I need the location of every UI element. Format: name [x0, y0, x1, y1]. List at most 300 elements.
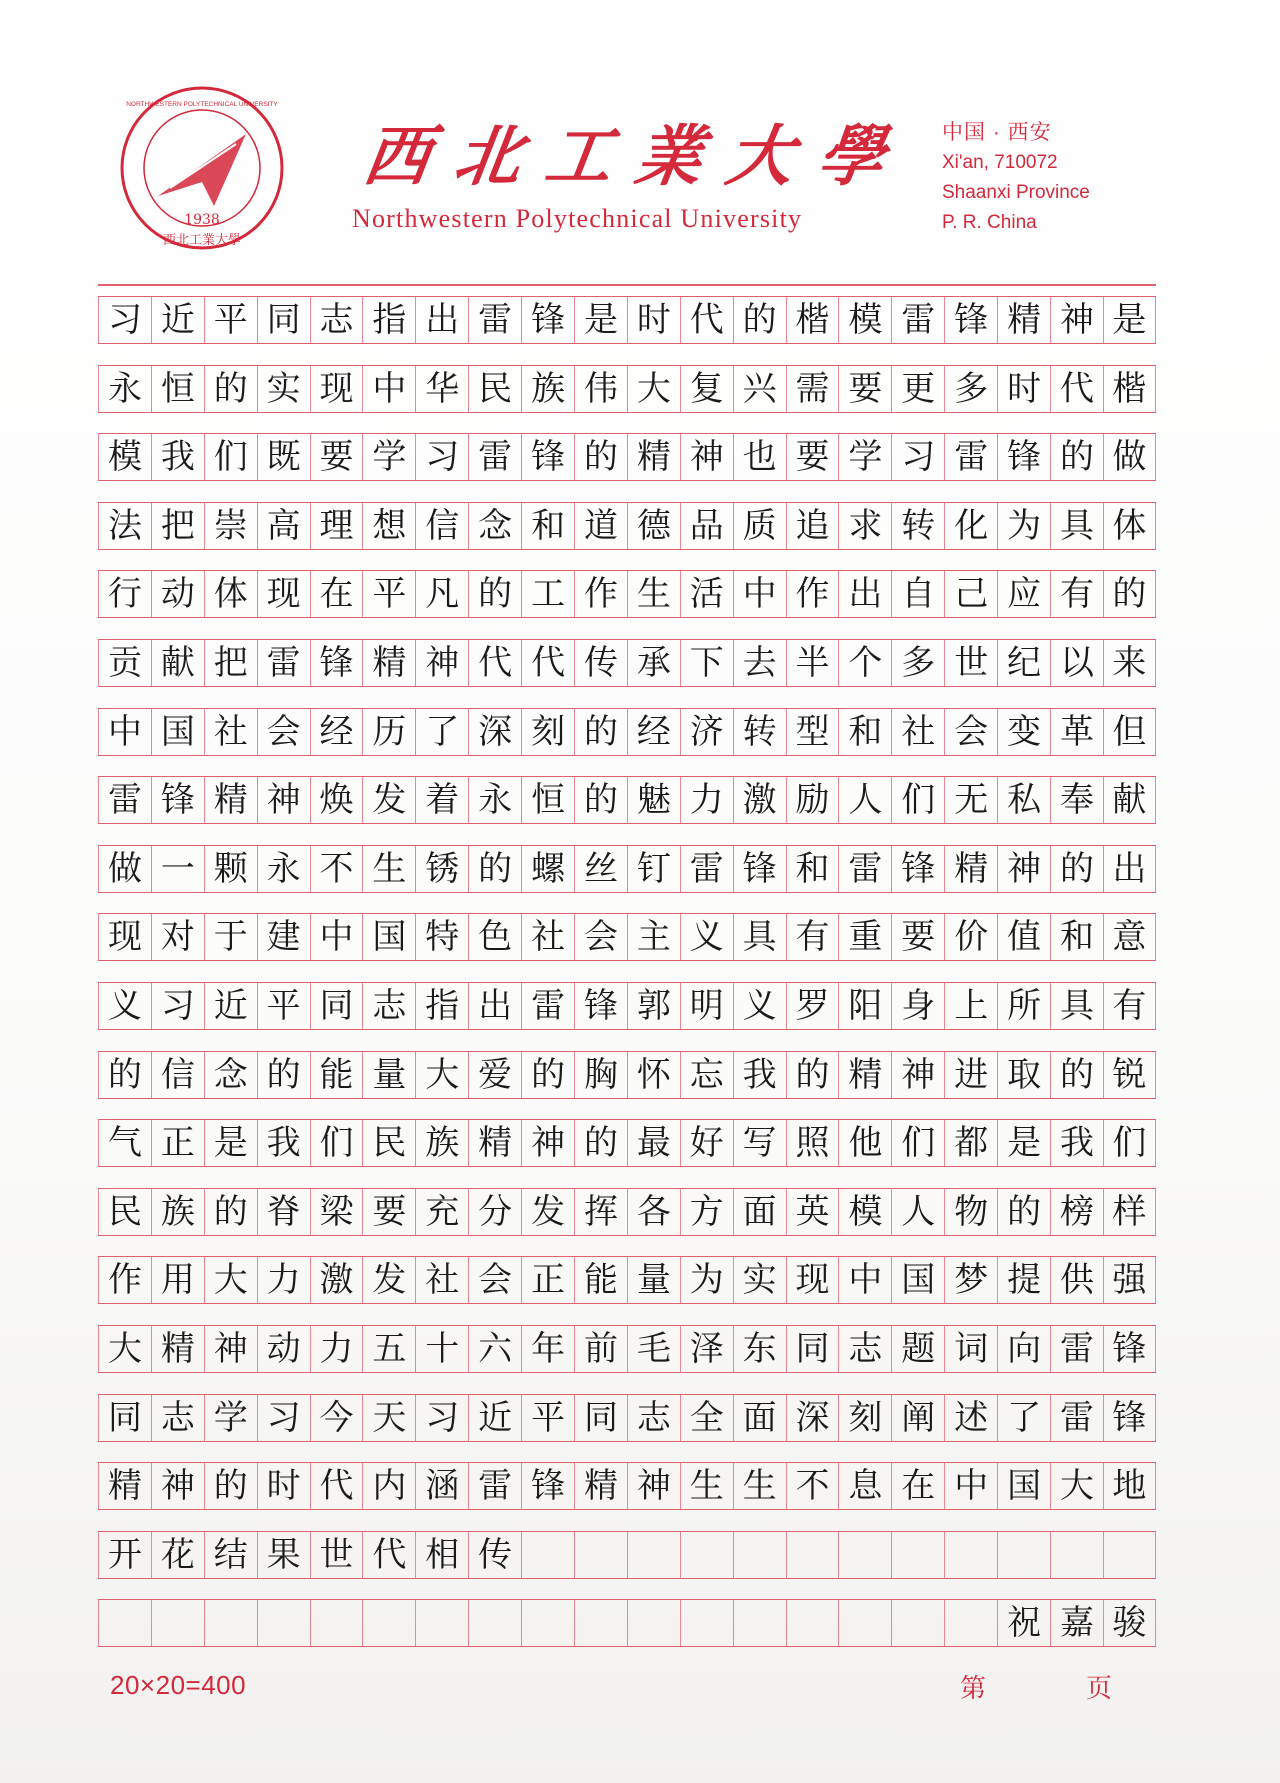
grid-cell: 纪	[997, 640, 1050, 686]
grid-row	[98, 570, 1156, 618]
university-name-cn	[358, 110, 890, 195]
grid-cell: 下	[680, 640, 733, 686]
grid-cell: 向	[997, 1326, 1050, 1372]
grid-row	[98, 1462, 1156, 1510]
grid-cell: 锋	[521, 434, 574, 480]
grid-cell: 把	[204, 640, 257, 686]
grid-cell: 照	[786, 1120, 839, 1166]
svg-text:NORTHWESTERN POLYTECHNICAL UNI: NORTHWESTERN POLYTECHNICAL UNIVERSITY	[126, 101, 278, 108]
grid-cell: 习	[415, 434, 468, 480]
university-name-glyph: 西	[358, 116, 436, 195]
grid-cell: 相	[415, 1532, 468, 1578]
grid-cell	[1103, 1532, 1156, 1578]
grid-cell: 变	[997, 709, 1050, 755]
grid-cell	[891, 1532, 944, 1578]
grid-cell: 一	[151, 846, 204, 892]
grid-cell: 精	[151, 1326, 204, 1372]
grid-cell: 习	[151, 983, 204, 1029]
grid-cell: 信	[415, 503, 468, 549]
grid-cell: 生	[362, 846, 415, 892]
grid-cell: 现	[786, 1257, 839, 1303]
grid-cell: 精	[627, 434, 680, 480]
grid-cell: 发	[521, 1189, 574, 1235]
grid-cell: 中	[98, 709, 151, 755]
grid-cell: 特	[415, 914, 468, 960]
grid-cell: 传	[468, 1532, 521, 1578]
grid-cell: 的	[574, 1120, 627, 1166]
grid-cell: 追	[786, 503, 839, 549]
grid-cell: 的	[574, 709, 627, 755]
grid-cell: 分	[468, 1189, 521, 1235]
grid-cell: 泽	[680, 1326, 733, 1372]
grid-cell: 模	[98, 434, 151, 480]
grid-row	[98, 433, 1156, 481]
grid-cell: 神	[680, 434, 733, 480]
grid-cell: 阐	[891, 1395, 944, 1441]
grid-cell: 涵	[415, 1463, 468, 1509]
grid-cell: 也	[733, 434, 786, 480]
grid-cell: 能	[310, 1052, 363, 1098]
grid-cell: 现	[310, 366, 363, 412]
grid-cell: 神	[415, 640, 468, 686]
grid-cell: 意	[1103, 914, 1156, 960]
grid-cell: 对	[151, 914, 204, 960]
grid-cell: 明	[680, 983, 733, 1029]
grid-cell	[627, 1600, 680, 1646]
grid-cell: 要	[786, 434, 839, 480]
grid-cell: 十	[415, 1326, 468, 1372]
grid-cell: 好	[680, 1120, 733, 1166]
grid-cell	[574, 1532, 627, 1578]
grid-cell: 民	[98, 1189, 151, 1235]
grid-cell: 代	[680, 297, 733, 343]
grid-cell: 雷	[891, 297, 944, 343]
grid-cell: 精	[944, 846, 997, 892]
grid-cell: 经	[310, 709, 363, 755]
grid-cell: 志	[310, 297, 363, 343]
grid-cell: 我	[733, 1052, 786, 1098]
grid-cell: 神	[997, 846, 1050, 892]
grid-cell: 锋	[733, 846, 786, 892]
grid-cell: 雷	[468, 434, 521, 480]
grid-cell: 各	[627, 1189, 680, 1235]
grid-cell: 今	[310, 1395, 363, 1441]
grid-cell: 写	[733, 1120, 786, 1166]
grid-cell: 精	[468, 1120, 521, 1166]
grid-cell: 体	[204, 571, 257, 617]
grid-cell: 复	[680, 366, 733, 412]
grid-cell: 永	[98, 366, 151, 412]
grid-cell: 习	[415, 1395, 468, 1441]
grid-cell: 前	[574, 1326, 627, 1372]
grid-cell: 精	[838, 1052, 891, 1098]
grid-cell: 锋	[891, 846, 944, 892]
grid-cell	[98, 1600, 151, 1646]
grid-cell: 会	[944, 709, 997, 755]
grid-cell: 神	[151, 1463, 204, 1509]
grid-row	[98, 1188, 1156, 1236]
grid-cell: 神	[1050, 297, 1103, 343]
grid-cell: 刻	[838, 1395, 891, 1441]
grid-cell: 族	[151, 1189, 204, 1235]
grid-cell: 习	[98, 297, 151, 343]
grid-cell: 锋	[574, 983, 627, 1029]
address-line: Shaanxi Province	[942, 182, 1090, 203]
grid-cell: 雷	[680, 846, 733, 892]
grid-cell: 既	[257, 434, 310, 480]
grid-cell: 毛	[627, 1326, 680, 1372]
grid-cell: 梦	[944, 1257, 997, 1303]
grid-cell: 中	[362, 366, 415, 412]
grid-cell: 是	[1103, 297, 1156, 343]
grid-cell: 精	[98, 1463, 151, 1509]
grid-cell: 大	[204, 1257, 257, 1303]
grid-cell: 的	[204, 1189, 257, 1235]
grid-cell: 具	[733, 914, 786, 960]
grid-cell: 的	[468, 571, 521, 617]
grid-cell: 脊	[257, 1189, 310, 1235]
grid-cell	[257, 1600, 310, 1646]
grid-cell: 贡	[98, 640, 151, 686]
grid-cell: 转	[891, 503, 944, 549]
grid-cell: 力	[257, 1257, 310, 1303]
grid-cell	[786, 1600, 839, 1646]
grid-cell: 建	[257, 914, 310, 960]
grid-row	[98, 639, 1156, 687]
grid-cell: 和	[838, 709, 891, 755]
grid-cell: 生	[733, 1463, 786, 1509]
grid-cell: 行	[98, 571, 151, 617]
grid-cell: 供	[1050, 1257, 1103, 1303]
grid-cell: 神	[257, 777, 310, 823]
grid-cell: 梁	[310, 1189, 363, 1235]
grid-cell: 时	[257, 1463, 310, 1509]
grid-cell: 刻	[521, 709, 574, 755]
grid-cell: 值	[997, 914, 1050, 960]
grid-cell: 近	[204, 983, 257, 1029]
grid-cell: 锋	[1103, 1395, 1156, 1441]
grid-cell: 为	[997, 503, 1050, 549]
grid-cell: 物	[944, 1189, 997, 1235]
grid-cell: 的	[786, 1052, 839, 1098]
university-name-en: Northwestern Polytechnical University	[352, 204, 803, 233]
grid-cell: 同	[310, 983, 363, 1029]
grid-cell: 求	[838, 503, 891, 549]
grid-cell: 出	[838, 571, 891, 617]
grid-cell: 锈	[415, 846, 468, 892]
grid-cell: 世	[310, 1532, 363, 1578]
grid-cell: 和	[786, 846, 839, 892]
grid-cell: 大	[1050, 1463, 1103, 1509]
grid-cell: 人	[838, 777, 891, 823]
grid-cell: 五	[362, 1326, 415, 1372]
grid-cell: 要	[891, 914, 944, 960]
grid-cell: 锋	[521, 1463, 574, 1509]
grid-cell: 焕	[310, 777, 363, 823]
grid-cell: 的	[733, 297, 786, 343]
grid-cell: 型	[786, 709, 839, 755]
grid-cell: 面	[733, 1189, 786, 1235]
grid-cell: 量	[362, 1052, 415, 1098]
grid-cell: 深	[468, 709, 521, 755]
grid-cell	[733, 1600, 786, 1646]
grid-cell: 做	[1103, 434, 1156, 480]
grid-cell: 要	[838, 366, 891, 412]
grid-cell: 雷	[521, 983, 574, 1029]
page-label-prefix: 第	[960, 1674, 987, 1704]
grid-cell: 了	[415, 709, 468, 755]
grid-cell: 锋	[1103, 1326, 1156, 1372]
grid-cell: 恒	[151, 366, 204, 412]
grid-cell: 的	[1050, 434, 1103, 480]
grid-cell: 代	[468, 640, 521, 686]
grid-cell: 为	[680, 1257, 733, 1303]
grid-row	[98, 1051, 1156, 1099]
grid-cell: 中	[838, 1257, 891, 1303]
grid-cell: 的	[98, 1052, 151, 1098]
grid-cell: 不	[310, 846, 363, 892]
grid-cell: 华	[415, 366, 468, 412]
grid-cell: 天	[362, 1395, 415, 1441]
grid-cell: 我	[257, 1120, 310, 1166]
grid-cell: 义	[680, 914, 733, 960]
grid-cell: 榜	[1050, 1189, 1103, 1235]
grid-cell: 们	[891, 777, 944, 823]
grid-row	[98, 502, 1156, 550]
grid-row	[98, 845, 1156, 893]
grid-row	[98, 1325, 1156, 1373]
grid-cell: 量	[627, 1257, 680, 1303]
grid-cell	[521, 1600, 574, 1646]
grid-cell: 要	[310, 434, 363, 480]
grid-cell: 质	[733, 503, 786, 549]
grid-cell: 充	[415, 1189, 468, 1235]
grid-cell: 动	[257, 1326, 310, 1372]
grid-cell: 念	[204, 1052, 257, 1098]
grid-cell: 精	[362, 640, 415, 686]
grid-cell: 出	[415, 297, 468, 343]
grid-cell: 代	[362, 1532, 415, 1578]
grid-cell: 模	[838, 1189, 891, 1235]
grid-cell: 学	[362, 434, 415, 480]
grid-cell: 雷	[1050, 1326, 1103, 1372]
grid-cell: 济	[680, 709, 733, 755]
grid-cell: 所	[997, 983, 1050, 1029]
grid-cell: 挥	[574, 1189, 627, 1235]
grid-row	[98, 776, 1156, 824]
grid-cell: 面	[733, 1395, 786, 1441]
page-label-suffix: 页	[1086, 1674, 1113, 1704]
university-name-glyph: 北	[449, 116, 527, 195]
grid-cell: 以	[1050, 640, 1103, 686]
grid-cell: 多	[944, 366, 997, 412]
grid-cell: 有	[786, 914, 839, 960]
grid-cell: 花	[151, 1532, 204, 1578]
grid-row	[98, 1256, 1156, 1304]
grid-cell: 的	[468, 846, 521, 892]
grid-cell: 实	[733, 1257, 786, 1303]
grid-cell	[521, 1532, 574, 1578]
grid-cell: 钉	[627, 846, 680, 892]
grid-cell: 道	[574, 503, 627, 549]
grid-cell: 同	[98, 1395, 151, 1441]
grid-cell: 学	[204, 1395, 257, 1441]
grid-cell: 作	[786, 571, 839, 617]
university-seal	[118, 84, 286, 252]
grid-cell: 半	[786, 640, 839, 686]
grid-cell: 的	[1103, 571, 1156, 617]
grid-cell: 是	[574, 297, 627, 343]
grid-cell: 是	[204, 1120, 257, 1166]
grid-cell: 励	[786, 777, 839, 823]
grid-cell: 的	[1050, 846, 1103, 892]
grid-cell: 息	[838, 1463, 891, 1509]
grid-cell: 会	[574, 914, 627, 960]
grid-cell: 开	[98, 1532, 151, 1578]
grid-row	[98, 1394, 1156, 1442]
grid-cell	[468, 1600, 521, 1646]
grid-cell: 丝	[574, 846, 627, 892]
grid-cell: 私	[997, 777, 1050, 823]
grid-cell: 现	[257, 571, 310, 617]
grid-cell: 生	[680, 1463, 733, 1509]
grid-cell: 词	[944, 1326, 997, 1372]
grid-cell: 更	[891, 366, 944, 412]
grid-cell: 社	[521, 914, 574, 960]
grid-cell: 锋	[944, 297, 997, 343]
grid-cell: 的	[997, 1189, 1050, 1235]
grid-cell: 魅	[627, 777, 680, 823]
grid-cell: 应	[997, 571, 1050, 617]
grid-cell: 激	[310, 1257, 363, 1303]
grid-cell: 雷	[1050, 1395, 1103, 1441]
grid-cell: 主	[627, 914, 680, 960]
grid-cell	[786, 1532, 839, 1578]
grid-cell: 平	[204, 297, 257, 343]
grid-cell: 平	[362, 571, 415, 617]
grid-cell: 们	[1103, 1120, 1156, 1166]
grid-cell: 同	[257, 297, 310, 343]
grid-cell: 会	[257, 709, 310, 755]
grid-cell: 承	[627, 640, 680, 686]
grid-cell: 和	[1050, 914, 1103, 960]
grid-cell: 去	[733, 640, 786, 686]
grid-cell: 德	[627, 503, 680, 549]
grid-cell: 义	[733, 983, 786, 1029]
grid-cell: 指	[362, 297, 415, 343]
grid-cell: 志	[627, 1395, 680, 1441]
grid-cell: 中	[944, 1463, 997, 1509]
grid-cell: 身	[891, 983, 944, 1029]
grid-cell: 忘	[680, 1052, 733, 1098]
grid-cell: 用	[151, 1257, 204, 1303]
grid-cell: 无	[944, 777, 997, 823]
grid-cell: 高	[257, 503, 310, 549]
grid-cell: 他	[838, 1120, 891, 1166]
grid-cell: 现	[98, 914, 151, 960]
grid-cell: 有	[1103, 983, 1156, 1029]
grid-cell: 体	[1103, 503, 1156, 549]
grid-cell: 精	[997, 297, 1050, 343]
grid-cell: 方	[680, 1189, 733, 1235]
grid-row	[98, 1531, 1156, 1579]
grid-cell	[680, 1600, 733, 1646]
grid-cell: 中	[310, 914, 363, 960]
grid-cell: 把	[151, 503, 204, 549]
grid-cell	[733, 1532, 786, 1578]
grid-cell: 的	[521, 1052, 574, 1098]
grid-row	[98, 982, 1156, 1030]
grid-cell: 习	[257, 1395, 310, 1441]
grid-cell: 于	[204, 914, 257, 960]
grid-cell: 色	[468, 914, 521, 960]
grid-cell: 时	[627, 297, 680, 343]
grid-cell	[151, 1600, 204, 1646]
grid-cell: 上	[944, 983, 997, 1029]
grid-cell	[362, 1600, 415, 1646]
grid-cell: 民	[468, 366, 521, 412]
grid-cell: 在	[310, 571, 363, 617]
grid-cell: 族	[415, 1120, 468, 1166]
grid-cell	[838, 1532, 891, 1578]
grid-cell	[1050, 1532, 1103, 1578]
grid-cell: 志	[151, 1395, 204, 1441]
grid-cell: 生	[627, 571, 680, 617]
grid-cell: 胸	[574, 1052, 627, 1098]
grid-cell: 恒	[521, 777, 574, 823]
grid-cell: 全	[680, 1395, 733, 1441]
grid-cell: 深	[786, 1395, 839, 1441]
grid-cell: 精	[204, 777, 257, 823]
grid-cell	[944, 1532, 997, 1578]
grid-cell: 近	[151, 297, 204, 343]
grid-cell: 雷	[944, 434, 997, 480]
grid-cell: 代	[1050, 366, 1103, 412]
grid-cell: 奉	[1050, 777, 1103, 823]
grid-cell: 出	[1103, 846, 1156, 892]
grid-cell: 志	[838, 1326, 891, 1372]
grid-cell: 革	[1050, 709, 1103, 755]
address-line: Xi'an, 710072	[942, 152, 1058, 173]
grid-cell: 会	[468, 1257, 521, 1303]
grid-cell: 历	[362, 709, 415, 755]
grid-cell: 需	[786, 366, 839, 412]
grid-cell: 大	[98, 1326, 151, 1372]
address-line: P. R. China	[942, 212, 1037, 233]
grid-cell: 的	[204, 366, 257, 412]
grid-cell: 题	[891, 1326, 944, 1372]
grid-cell: 兴	[733, 366, 786, 412]
grid-cell: 正	[151, 1120, 204, 1166]
grid-cell: 提	[997, 1257, 1050, 1303]
grid-cell: 嘉	[1050, 1600, 1103, 1646]
grid-cell: 锋	[151, 777, 204, 823]
grid-cell: 激	[733, 777, 786, 823]
grid-cell: 要	[362, 1189, 415, 1235]
grid-cell: 的	[257, 1052, 310, 1098]
grid-cell: 了	[997, 1395, 1050, 1441]
grid-cell: 社	[204, 709, 257, 755]
grid-cell: 的	[574, 777, 627, 823]
grid-cell: 国	[362, 914, 415, 960]
grid-cell: 怀	[627, 1052, 680, 1098]
university-name-glyph: 業	[631, 116, 709, 195]
grid-cell: 大	[415, 1052, 468, 1098]
grid-cell: 大	[627, 366, 680, 412]
grid-cell: 雷	[468, 1463, 521, 1509]
grid-cell: 样	[1103, 1189, 1156, 1235]
grid-cell: 同	[574, 1395, 627, 1441]
